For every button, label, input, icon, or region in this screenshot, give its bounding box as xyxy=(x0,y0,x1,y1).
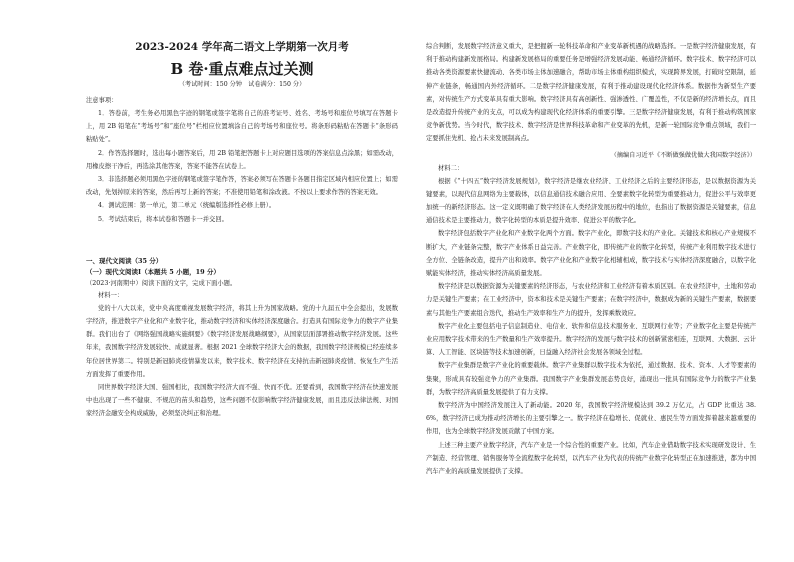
left-column xyxy=(86,40,398,421)
article-paragraph: 数字经济是以数据资源为关键要素的经济形态，与农业经济和工业经济有着本质区别。在农业经济中，土地和劳动力是关键生产要素；在工业经济中，资本和技术是关键生产要素；在数字经济中，数据成为新的关键生产要素，数据要素与其他生产要素组合迭代，推动生产效率和生产力的提升，发挥乘数效应。 xyxy=(426,283,756,317)
article-paragraph: 上述三种主要产业数字经济，汽车产业是一个综合性的重要产业。比如，汽车企业借助数字技术实现研发设计、生产制造、经营管理、销售服务等全流程数字化转型，以汽车产业为代表的传统产业数字化转型正在加速推进，都为中国汽车产业的高质量发展提供了支撑。 xyxy=(426,441,756,476)
article-paragraph: 综合判断，发展数字经济意义重大，是把握新一轮科技革命和产业变革新机遇的战略选择。一是数字经济健康发展，有利于推动构建新发展格局。构建新发展格局的重要任务是增强经济发展动能、畅通经济循环。数字技术、数字经济可以推动各类资源要素快捷流动、各类市场主体加速融合，帮助市场主体重构组织模式，实现跨界发展，打破时空限制，延伸产业链条，畅通国内外经济循环。二是数字经济健康发展，有利于推动建设现代化经济体系。数据作为新型生产要素，对传统生产方式变革具有重大影响。数字经济具有高创新性、强渗透性、广覆盖性，不仅是新的经济增长点，而且是改造提升传统产业的支点，可以成为构建现代化经济体系的重要引擎。三是数字经济健康发展，有利于推动构筑国家竞争新优势。当今时代，数字技术、数字经济是世界科技革命和产业变革的先机，是新一轮国际竞争重点领域，我们一定要抓住先机、抢占未来发展制高点。 xyxy=(426,43,756,143)
notice-item: 1．答卷前，考生务必用黑色字迹的钢笔或签字笔将自己的准考证号、姓名、考场号和座位号填写在答题卡上，用 2B 铅笔在“考场号”和“座位号”栏相应位置填涂自己的考场号和座位号。将条形码粘贴在答题卡“条形码粘贴处”。 xyxy=(86,110,398,144)
article-paragraph: 数字经济包括数字产业化和产业数字化两个方面。数字产业化，即数字技术的产业化。关键技术和核心产业规模不断扩大，产业链条完整，数字产业体系日益完善。产业数字化，即传统产业的数字化转型，传统产业利用数字技术进行全方位、全链条改造，提升产出和效率。数字产业化和产业数字化相辅相成，数字技术与实体经济深度融合，以数字化赋能实体经济，推动实体经济高质量发展。 xyxy=(426,230,756,278)
material-label: 材料二： xyxy=(438,164,464,172)
notice-item: 4．测试范围：第一单元，第二单元（统编版选择性必修上册）。 xyxy=(98,202,276,210)
page-subtitle: B 卷·重点难点过关测 xyxy=(170,60,314,78)
article-paragraph: 党的十八大以来，党中央高度重视发展数字经济，将其上升为国家战略。党的十九届五中全会提出，发展数字经济，推进数字产业化和产业数字化，推动数字经济和实体经济深度融合。打造具有国际竞争力的数字产业集群。我们出台了《网络强国战略实施纲要》《数字经济发展战略纲要》，从国家层面部署推动数字经济发展。这些年来，我国数字经济发展较快、成就显著。根据 2021 全球数字经济大会的数据，我国数字经济规模已经连续多年位居世界第二。特别是新冠肺炎疫情暴发以来，数字技术、数字经济在支持抗击新冠肺炎疫情、恢复生产生活方面发挥了重要作用。 xyxy=(86,304,398,378)
article-paragraph: 同世界数字经济大国、强国相比，我国数字经济大而不强、快而不优。还要看到，我国数字经济在快速发展中也出现了一些不健康、不规范的苗头和趋势，这些问题不仅影响数字经济健康发展，而且违反法律法规、对国家经济金融安全构成威胁，必须坚决纠正和治理。 xyxy=(86,384,398,418)
notice-item: 5．考试结束后，将本试卷和答题卡一并交回。 xyxy=(98,215,228,223)
exam-note: （考试时间：150 分钟 试卷满分：150 分） xyxy=(178,81,306,88)
page-title: 2023-2024 学年高二语文上学期第一次月考 xyxy=(135,41,349,53)
article-paragraph: 数字经济为中国经济发展注入了新动能。2020 年，我国数字经济规模达到 39.2 万亿元，占 GDP 比重达 38.6%，数字经济已成为推动经济增长的主要引擎之一。数字经济在稳增长、促就业、惠民生等方面发挥着越来越重要的作用，也为全球数字经济发展贡献了中国方案。 xyxy=(426,402,756,436)
article-paragraph: 根据《“十四五”数字经济发展规划》，数字经济是继农业经济、工业经济之后的主要经济形态，是以数据资源为关键要素，以现代信息网络为主要载体，以信息通信技术融合应用、全要素数字化转型为重要推动力，促进公平与效率更加统一的新经济形态。这一定义既明确了数字经济在人类经济发展历程中的地位，也指出了数据资源是关键要素，信息通信技术是主要推动力，数字化转型的本质是提升效率、促进公平的数字化。 xyxy=(426,177,756,225)
section-subheading: （一）现代文阅读Ⅰ（本题共 5 小题，19 分） xyxy=(86,267,220,276)
material-label: 材料一： xyxy=(98,291,124,299)
article-paragraph: 数字产业集群是数字产业化的重要载体。数字产业集群以数字技术为依托，通过数据、技术、资本、人才等要素的集聚，形成具有较强竞争力的产业集群。我国数字产业集群发展态势良好，涌现出一批具有国际竞争力的数字产业集群，为数字经济高质量发展提供了有力支撑。 xyxy=(426,362,756,396)
section-heading: 一、现代文阅读（35 分） xyxy=(86,256,163,265)
notices-heading: 注意事项： xyxy=(86,97,118,104)
article-source: （摘编自习近平《不断做强做优做大我国数字经济》） xyxy=(610,151,756,159)
notice-item: 2．作答选择题时，选出每小题答案后，用 2B 铅笔把答题卡上对应题目选项的答案信息点涂黑；如需改动，用橡皮擦干净后，再选涂其他答案，答案不能答在试卷上。 xyxy=(86,149,399,170)
notice-item: 3．非选择题必须用黑色字迹的钢笔或签字笔作答，答案必须写在答题卡各题目指定区域内相应位置上；如需改动，先划掉原来的答案，然后再写上新的答案；不准使用铅笔和涂改液。不按以上要求作答的答案无效。 xyxy=(86,176,398,197)
article-paragraph: 数字产业化主要包括电子信息制造业、电信业、软件和信息技术服务业、互联网行业等；产业数字化主要是传统产业应用数字技术带来的生产数量和生产效率提升。数字经济的发展与数字技术的创新紧密相连，互联网、大数据、云计算、人工智能、区块链等技术加速创新，日益融入经济社会发展各领域全过程。 xyxy=(426,322,756,357)
reading-instruction: （2023·河南期中）阅读下面的文字，完成下面小题。 xyxy=(86,279,237,287)
right-column xyxy=(426,40,756,540)
